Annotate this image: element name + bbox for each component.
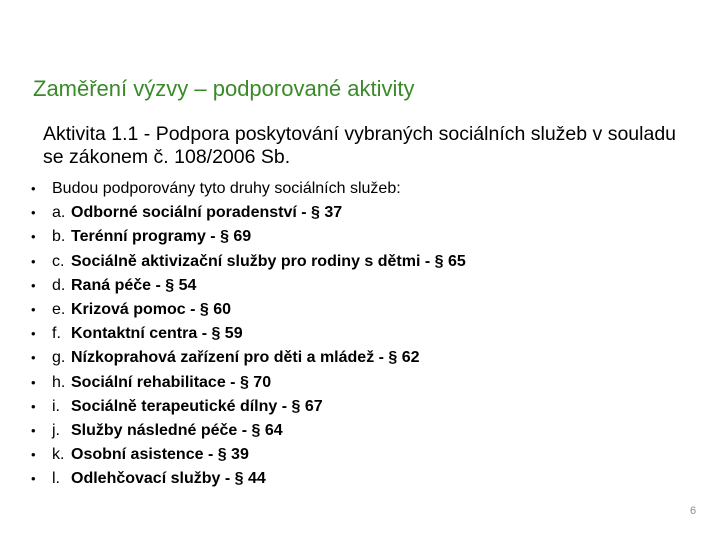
item-letter: c.: [52, 252, 65, 270]
bullet-icon: •: [31, 422, 36, 438]
list-item-k: [30, 443, 466, 467]
item-letter: f.: [52, 325, 61, 343]
page-number: 6: [690, 505, 697, 517]
bullet-icon: •: [31, 253, 36, 269]
slide-title: Zaměření výzvy – podporované aktivity: [33, 76, 415, 101]
list-item-i: [30, 395, 466, 419]
bullet-icon: •: [31, 447, 36, 463]
list-item-e: [30, 298, 466, 322]
item-text: Krizová pomoc - § 60: [71, 300, 232, 318]
item-letter: d.: [52, 276, 66, 294]
bullet-icon: •: [31, 398, 36, 414]
item-letter: b.: [52, 228, 66, 246]
item-letter: j.: [52, 421, 60, 439]
bullet-icon: •: [31, 301, 36, 317]
item-text: Služby následné péče - § 64: [71, 421, 283, 439]
bullet-icon: •: [31, 205, 36, 221]
list-item-f: [30, 322, 466, 346]
list-item-h: [30, 371, 466, 395]
item-text: Sociálně aktivizační služby pro rodiny s dětmi - § 65: [71, 252, 466, 270]
list-item-j: [30, 419, 466, 443]
bullet-icon: •: [31, 326, 36, 342]
bullet-icon: •: [31, 471, 36, 487]
item-text: Osobní asistence - § 39: [71, 446, 249, 464]
item-text: Odlehčovací služby - § 44: [71, 470, 266, 488]
item-text: Kontaktní centra - § 59: [71, 325, 243, 343]
list-item-g: [30, 346, 466, 370]
item-text: Raná péče - § 54: [71, 276, 197, 294]
item-letter: a.: [52, 204, 66, 222]
bullet-icon: •: [31, 350, 36, 366]
list-item-intro: [30, 177, 466, 201]
item-text: Odborné sociální poradenství - § 37: [71, 204, 343, 222]
bullet-icon: •: [31, 277, 36, 293]
list-item-l: [30, 467, 466, 491]
bullet-icon: •: [31, 181, 36, 196]
item-text: Nízkoprahová zařízení pro děti a mládež - § 62: [71, 349, 420, 367]
service-list: [30, 177, 466, 491]
item-letter: g.: [52, 349, 66, 367]
intro-text: Budou podporovány tyto druhy sociálních služeb:: [52, 180, 401, 197]
list-item-b: [30, 225, 466, 249]
item-text: Sociálně terapeutické dílny - § 67: [71, 397, 323, 415]
item-text: Terénní programy - § 69: [71, 228, 252, 246]
item-letter: i.: [52, 397, 60, 415]
bullet-icon: •: [31, 374, 36, 390]
item-letter: e.: [52, 300, 66, 318]
list-item-a: [30, 201, 466, 225]
item-letter: l.: [52, 470, 60, 488]
item-letter: k.: [52, 446, 65, 464]
item-text: Sociální rehabilitace - § 70: [71, 373, 272, 391]
list-item-c: [30, 250, 466, 274]
list-item-d: [30, 274, 466, 298]
item-letter: h.: [52, 373, 66, 391]
activity-subtitle: Aktivita 1.1 - Podpora poskytování vybraných sociálních služeb v souladu se zákonem č. 108/2006 Sb.: [43, 123, 677, 168]
bullet-icon: •: [31, 229, 36, 245]
